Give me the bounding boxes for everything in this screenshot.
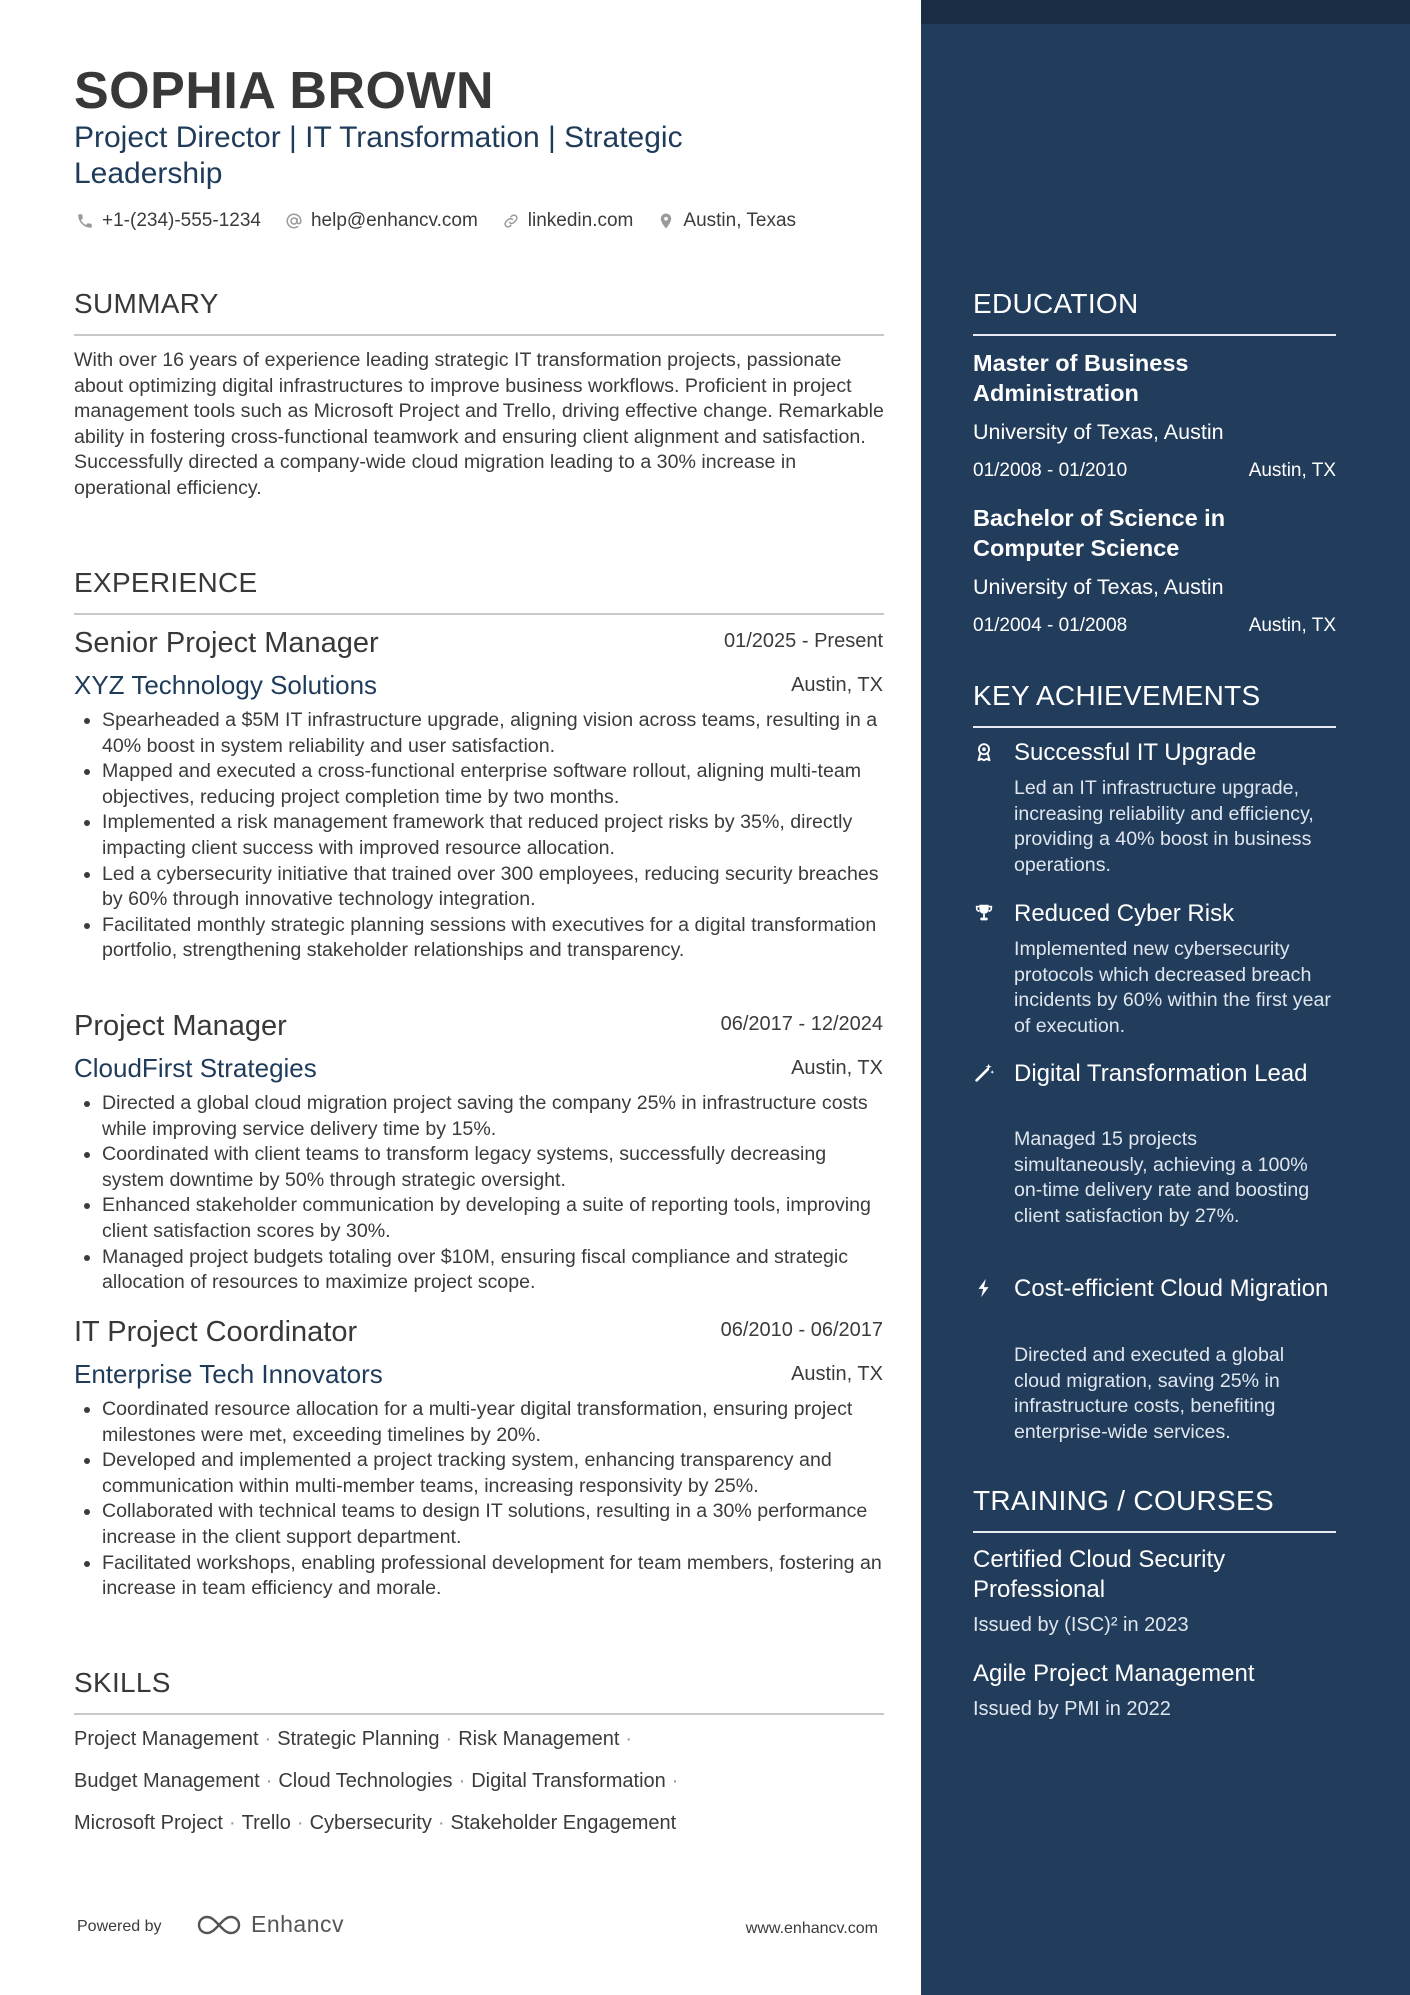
achievement-title: Digital Transformation Lead [1014,1060,1308,1087]
footer-brand-logo[interactable] [195,1911,344,1938]
skill-item: Cloud Technologies [278,1770,453,1792]
job-bullet: Coordinated resource allocation for a multi-year digital transformation, ensuring project milestones were met, exceeding timelines by 20%. [74,1397,886,1448]
job-bullet: Developed and implemented a project tracking system, enhancing transparency and communication within multi-member teams, increasing responsivity by 25%. [74,1448,886,1499]
achievements-heading: KEY ACHIEVEMENTS [973,680,1261,711]
contact-email-text: help@enhancv.com [310,210,478,231]
job-bullet: Collaborated with technical teams to design IT solutions, resulting in a 30% performance increase in the client support department. [74,1499,886,1550]
footer-powered-by: Powered by [77,1918,162,1935]
training-divider [973,1531,1336,1533]
skill-item: Digital Transformation [471,1770,666,1792]
course-name: Agile Project Management [973,1660,1255,1687]
education-dates: 01/2004 - 01/2008 [973,615,1128,636]
skills-line-1: Project Management · Strategic Planning · Risk Management · [74,1728,633,1750]
course-issuer: Issued by (ISC)² in 2023 [973,1614,1189,1636]
job-dates: 06/2010 - 06/2017 [720,1319,883,1341]
experience-divider [74,613,884,615]
job-bullet: Coordinated with client teams to transform legacy systems, successfully decreasing system downtime by 50% through strategic oversight. [74,1142,886,1193]
job-title: IT Project Coordinator [74,1316,358,1348]
contact-email[interactable] [283,210,478,232]
education-school: University of Texas, Austin [973,420,1224,444]
job-dates: 06/2017 - 12/2024 [720,1013,883,1035]
achievement-title: Successful IT Upgrade [1014,739,1257,766]
skill-item: Budget Management [74,1770,260,1792]
achievements-divider [973,726,1336,728]
skills-heading: SKILLS [74,1667,171,1698]
contact-linkedin[interactable] [500,210,634,232]
phone-icon [74,210,96,232]
job-bullet: Mapped and executed a cross-functional enterprise software rollout, aligning multi-team objectives, reducing project completion time by two months. [74,759,886,810]
job-bullet: Spearheaded a $5M IT infrastructure upgrade, aligning vision across teams, resulting in a 40% boost in system reliability and user satisfaction. [74,708,886,759]
footer-brand-name: Enhancv [251,1911,345,1937]
enhancv-logo-icon [195,1912,243,1938]
candidate-title: Project Director | IT Transformation | Strategic Leadership [74,121,683,190]
education-degree: Bachelor of Science in Computer Science [973,505,1226,561]
summary-heading: SUMMARY [74,288,219,319]
trophy-icon [973,902,997,926]
skills-line-3: Microsoft Project · Trello · Cybersecurity · Stakeholder Engagement [74,1812,677,1834]
skill-item: Project Management [74,1728,259,1750]
award-ribbon-icon [973,741,997,765]
job-location: Austin, TX [791,674,883,696]
achievement-title: Reduced Cyber Risk [1014,900,1235,927]
skill-item: Cybersecurity [309,1812,432,1834]
job-location: Austin, TX [791,1363,883,1385]
job-dates: 01/2025 - Present [724,630,883,652]
lightning-bolt-icon [973,1277,997,1301]
experience-heading: EXPERIENCE [74,567,258,598]
job-location: Austin, TX [791,1057,883,1079]
achievement-desc: Directed and executed a global cloud migration, saving 25% in infrastructure costs, benefiting enterprise-wide services. [1014,1344,1285,1443]
location-pin-icon [655,210,677,232]
achievement-desc: Implemented new cybersecurity protocols which decreased breach incidents by 60% within the first year of execution. [1014,938,1331,1037]
contact-bar [74,208,818,234]
job-company: CloudFirst Strategies [74,1053,317,1083]
course-issuer: Issued by PMI in 2022 [973,1698,1171,1720]
education-divider [973,334,1336,336]
skill-item: Risk Management [458,1728,620,1750]
contact-linkedin-text: linkedin.com [527,210,634,231]
education-heading: EDUCATION [973,288,1139,319]
job-bullet: Led a cybersecurity initiative that trained over 300 employees, reducing security breaches by 60% through innovative technology integration. [74,862,886,913]
contact-location-text: Austin, Texas [683,210,797,231]
at-icon [283,210,305,232]
link-icon [500,210,522,232]
achievement-desc: Led an IT infrastructure upgrade, increasing reliability and efficiency, providing a 40% boost in business operations. [1014,777,1314,876]
job-bullet: Facilitated workshops, enabling professional development for team members, fostering an increase in team efficiency and morale. [74,1551,886,1602]
job-company: XYZ Technology Solutions [74,670,378,700]
candidate-name: SOPHIA BROWN [74,62,495,120]
summary-text: With over 16 years of experience leading strategic IT transformation projects, passionate about optimizing digital infrastructures to improve business workflows. Proficient in project management tools such as Microsoft Project and Trello, driving effective change. Remarkable ability in fostering cross-functional teamwork and ensuring client alignment and satisfaction. Successfully directed a company-wide cloud migration leading to a 30% increase in operational efficiency. [74,349,884,499]
skills-line-2: Budget Management · Cloud Technologies · Digital Transformation · [74,1770,679,1792]
footer-url[interactable]: www.enhancv.com [745,1920,878,1937]
achievement-title: Cost-efficient Cloud Migration [1014,1275,1329,1302]
contact-phone[interactable] [74,210,261,232]
education-degree: Master of Business Administration [973,350,1189,406]
skill-item: Trello [241,1812,291,1834]
education-school: University of Texas, Austin [973,575,1224,599]
education-dates: 01/2008 - 01/2010 [973,460,1128,481]
training-heading: TRAINING / COURSES [973,1485,1274,1516]
education-location: Austin, TX [1248,615,1336,636]
job-title: Project Manager [74,1010,287,1042]
job-bullet: Managed project budgets totaling over $10M, ensuring fiscal compliance and strategic allocation of resources to maximize project scope. [74,1245,886,1296]
job-bullet: Facilitated monthly strategic planning sessions with executives for a digital transformation portfolio, strengthening stakeholder relationships and transparency. [74,913,886,964]
summary-divider [74,334,884,336]
job-bullets [74,1397,886,1602]
job-bullet: Enhanced stakeholder communication by developing a suite of reporting tools, improving client satisfaction scores by 30%. [74,1193,886,1244]
sidebar-top-band [921,0,1410,24]
job-bullet: Implemented a risk management framework that reduced project risks by 35%, directly impacting client success with improved resource allocation. [74,810,886,861]
job-bullet: Directed a global cloud migration project saving the company 25% in infrastructure costs while improving service delivery time by 15%. [74,1091,886,1142]
contact-phone-text: +1-(234)-555-1234 [102,210,261,231]
job-bullets [74,708,886,964]
magic-wand-icon [973,1062,997,1086]
skill-item: Microsoft Project [74,1812,223,1834]
achievement-desc: Managed 15 projects simultaneously, achieving a 100% on-time delivery rate and boosting client satisfaction by 27%. [1014,1128,1310,1227]
education-location: Austin, TX [1248,460,1336,481]
skill-item: Strategic Planning [277,1728,440,1750]
skill-item: Stakeholder Engagement [450,1812,677,1834]
contact-location [655,210,796,232]
course-name: Certified Cloud Security Professional [973,1546,1226,1603]
job-title: Senior Project Manager [74,627,379,659]
job-bullets [74,1091,886,1296]
skills-divider [74,1713,884,1715]
job-company: Enterprise Tech Innovators [74,1359,383,1389]
